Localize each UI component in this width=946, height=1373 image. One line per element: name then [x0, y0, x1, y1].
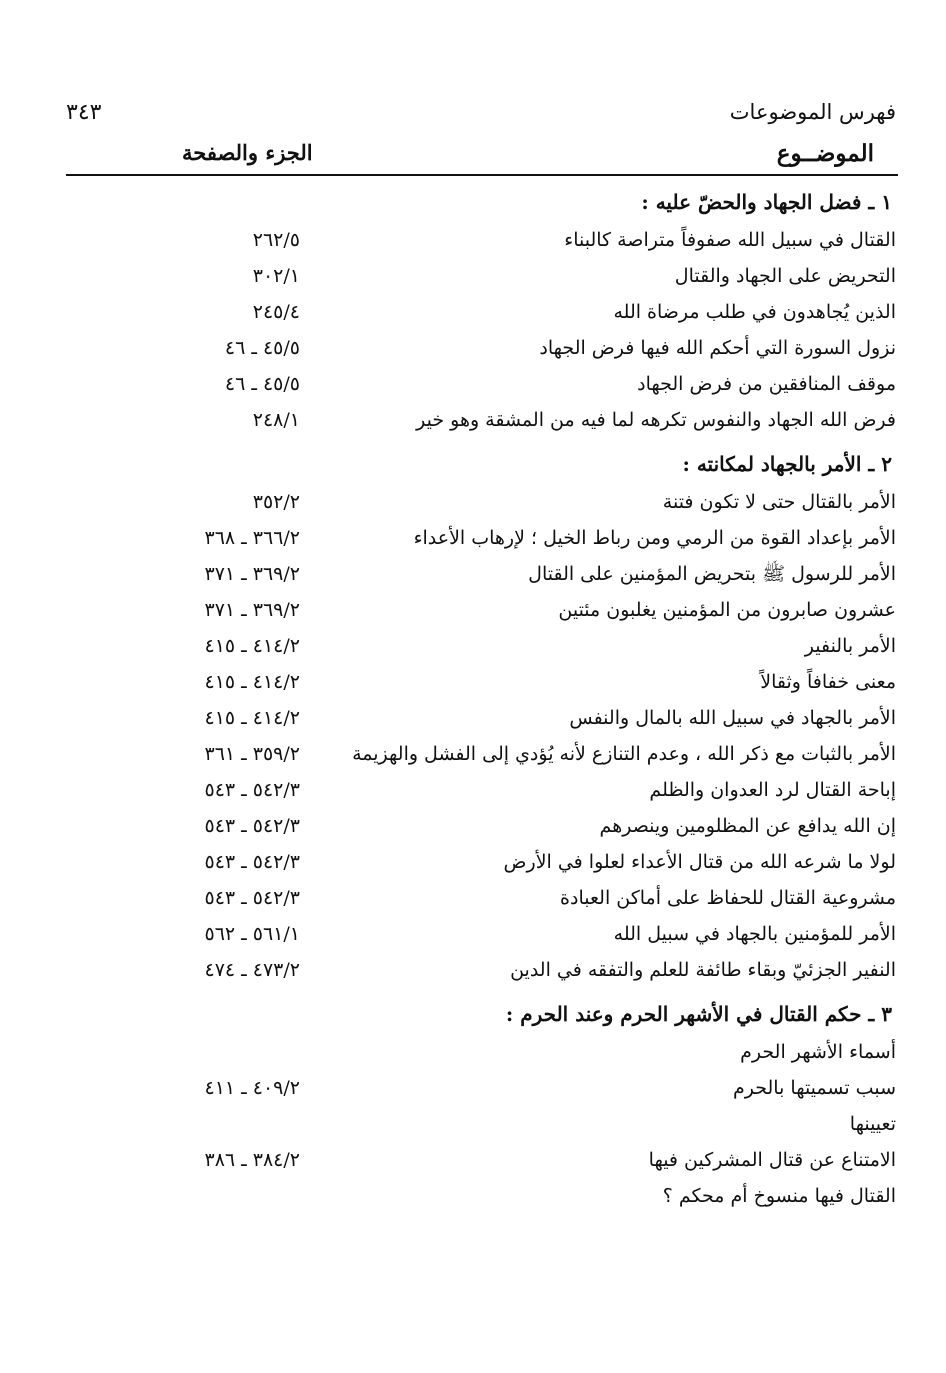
- index-entry: [66, 592, 896, 628]
- entry-topic: فرض الله الجهاد والنفوس تكرهه لما فيه من المشقة وهو خير: [416, 409, 896, 431]
- entry-page-ref: ٤١٤/٢ ـ ٤١٥: [204, 671, 300, 693]
- index-entry: [66, 844, 896, 880]
- index-entry: [66, 484, 896, 520]
- entry-topic: الأمر للرسول ﷺ بتحريض المؤمنين على القتال: [528, 563, 896, 585]
- index-entry: [66, 916, 896, 952]
- entry-page-ref: ٥٤٢/٣ ـ ٥٤٣: [204, 779, 300, 801]
- running-head-title: فهرس الموضوعات: [729, 100, 896, 124]
- index-entry: [66, 664, 896, 700]
- page-column-header: الجزء والصفحة: [182, 140, 313, 165]
- index-entry: [66, 1178, 896, 1214]
- entry-page-ref: ٥٦١/١ ـ ٥٦٢: [204, 923, 300, 945]
- entry-topic: إن الله يدافع عن المظلومين وينصرهم: [599, 815, 896, 837]
- entry-topic: القتال في سبيل الله صفوفاً متراصة كالبناء: [564, 229, 896, 251]
- entry-topic: أسماء الأشهر الحرم: [740, 1041, 896, 1063]
- entry-page-ref: ٤٧٣/٢ ـ ٤٧٤: [204, 959, 300, 981]
- index-entry: [66, 294, 896, 330]
- page-number: ٣٤٣: [66, 100, 102, 125]
- running-head: [66, 100, 896, 134]
- index-entry: [66, 330, 896, 366]
- entry-topic: لولا ما شرعه الله من قتال الأعداء لعلوا في الأرض: [503, 851, 896, 873]
- entry-topic: سبب تسميتها بالحرم: [732, 1077, 896, 1099]
- entry-topic: نزول السورة التي أحكم الله فيها فرض الجهاد: [539, 337, 896, 359]
- section-heading-text: ٢ ـ الأمر بالجهاد لمكانته :: [682, 452, 892, 476]
- index-entry: [66, 1106, 896, 1142]
- entry-page-ref: ٣٦٩/٢ ـ ٣٧١: [204, 599, 300, 621]
- index-entry: [66, 258, 896, 294]
- section-heading-text: ١ ـ فضل الجهاد والحضّ عليه :: [641, 190, 892, 214]
- index-entry: [66, 520, 896, 556]
- index-entry: [66, 952, 896, 988]
- entry-page-ref: ٢٤٨/١: [252, 409, 300, 431]
- entry-topic: الأمر بالجهاد في سبيل الله بالمال والنفس: [569, 707, 896, 729]
- entry-page-ref: ٢٤٥/٤: [252, 301, 300, 323]
- topic-column-header: الموضــوع: [776, 140, 874, 167]
- entry-topic: موقف المنافقين من فرض الجهاد: [637, 373, 896, 395]
- entry-topic: معنى خفافاً وثقالاً: [760, 671, 896, 693]
- index-entry: [66, 880, 896, 916]
- entry-page-ref: ٢٦٢/٥: [252, 229, 300, 251]
- index-entry: [66, 222, 896, 258]
- column-headers: [66, 140, 896, 174]
- entry-topic: الامتناع عن قتال المشركين فيها: [648, 1149, 896, 1171]
- entry-page-ref: ٣٠٢/١: [252, 265, 300, 287]
- entry-topic: الأمر بالثبات مع ذكر الله ، وعدم التنازع لأنه يُؤدي إلى الفشل والهزيمة: [352, 743, 896, 765]
- header-rule: [66, 174, 898, 176]
- entry-topic: تعيينها: [849, 1113, 896, 1135]
- entry-topic: إباحة القتال لرد العدوان والظلم: [649, 779, 896, 801]
- entry-topic: النفير الجزئيّ وبقاء طائفة للعلم والتفقه في الدين: [510, 959, 896, 981]
- entry-page-ref: ٣٥٩/٢ ـ ٣٦١: [204, 743, 300, 765]
- entry-page-ref: ٤٥/٥ ـ ٤٦: [224, 337, 300, 359]
- index-list: [66, 182, 896, 1214]
- index-entry: [66, 1034, 896, 1070]
- index-entry: [66, 402, 896, 438]
- entry-page-ref: ٥٤٢/٣ ـ ٥٤٣: [204, 887, 300, 909]
- section-heading: [66, 182, 896, 222]
- entry-page-ref: ٤١٤/٢ ـ ٤١٥: [204, 635, 300, 657]
- index-entry: [66, 1070, 896, 1106]
- entry-page-ref: ٤٠٩/٢ ـ ٤١١: [204, 1077, 300, 1099]
- entry-page-ref: ٤١٤/٢ ـ ٤١٥: [204, 707, 300, 729]
- entry-page-ref: ٥٤٢/٣ ـ ٥٤٣: [204, 815, 300, 837]
- entry-topic: الأمر للمؤمنين بالجهاد في سبيل الله: [613, 923, 896, 945]
- index-entry: [66, 1142, 896, 1178]
- entry-topic: الذين يُجاهدون في طلب مرضاة الله: [613, 301, 896, 323]
- section-heading-text: ٣ ـ حكم القتال في الأشهر الحرم وعند الحرم :: [505, 1002, 892, 1026]
- entry-topic: مشروعية القتال للحفاظ على أماكن العبادة: [560, 887, 896, 909]
- entry-page-ref: ٣٦٩/٢ ـ ٣٧١: [204, 563, 300, 585]
- index-entry: [66, 772, 896, 808]
- entry-topic: عشرون صابرون من المؤمنين يغلبون مئتين: [558, 599, 896, 621]
- entry-topic: القتال فيها منسوخ أم محكم ؟: [662, 1185, 896, 1207]
- index-entry: [66, 366, 896, 402]
- index-entry: [66, 556, 896, 592]
- index-entry: [66, 808, 896, 844]
- section-heading: [66, 994, 896, 1034]
- index-entry: [66, 700, 896, 736]
- entry-topic: التحريض على الجهاد والقتال: [674, 265, 896, 287]
- entry-page-ref: ٣٥٢/٢: [252, 491, 300, 513]
- entry-page-ref: ٣٦٦/٢ ـ ٣٦٨: [204, 527, 300, 549]
- index-entry: [66, 628, 896, 664]
- entry-page-ref: ٣٨٤/٢ ـ ٣٨٦: [204, 1149, 300, 1171]
- entry-page-ref: ٥٤٢/٣ ـ ٥٤٣: [204, 851, 300, 873]
- entry-topic: الأمر بإعداد القوة من الرمي ومن رباط الخيل ؛ لإرهاب الأعداء: [413, 527, 896, 549]
- section-heading: [66, 444, 896, 484]
- entry-topic: الأمر بالقتال حتى لا تكون فتنة: [662, 491, 896, 513]
- index-entry: [66, 736, 896, 772]
- entry-page-ref: ٤٥/٥ ـ ٤٦: [224, 373, 300, 395]
- entry-topic: الأمر بالنفير: [804, 635, 896, 657]
